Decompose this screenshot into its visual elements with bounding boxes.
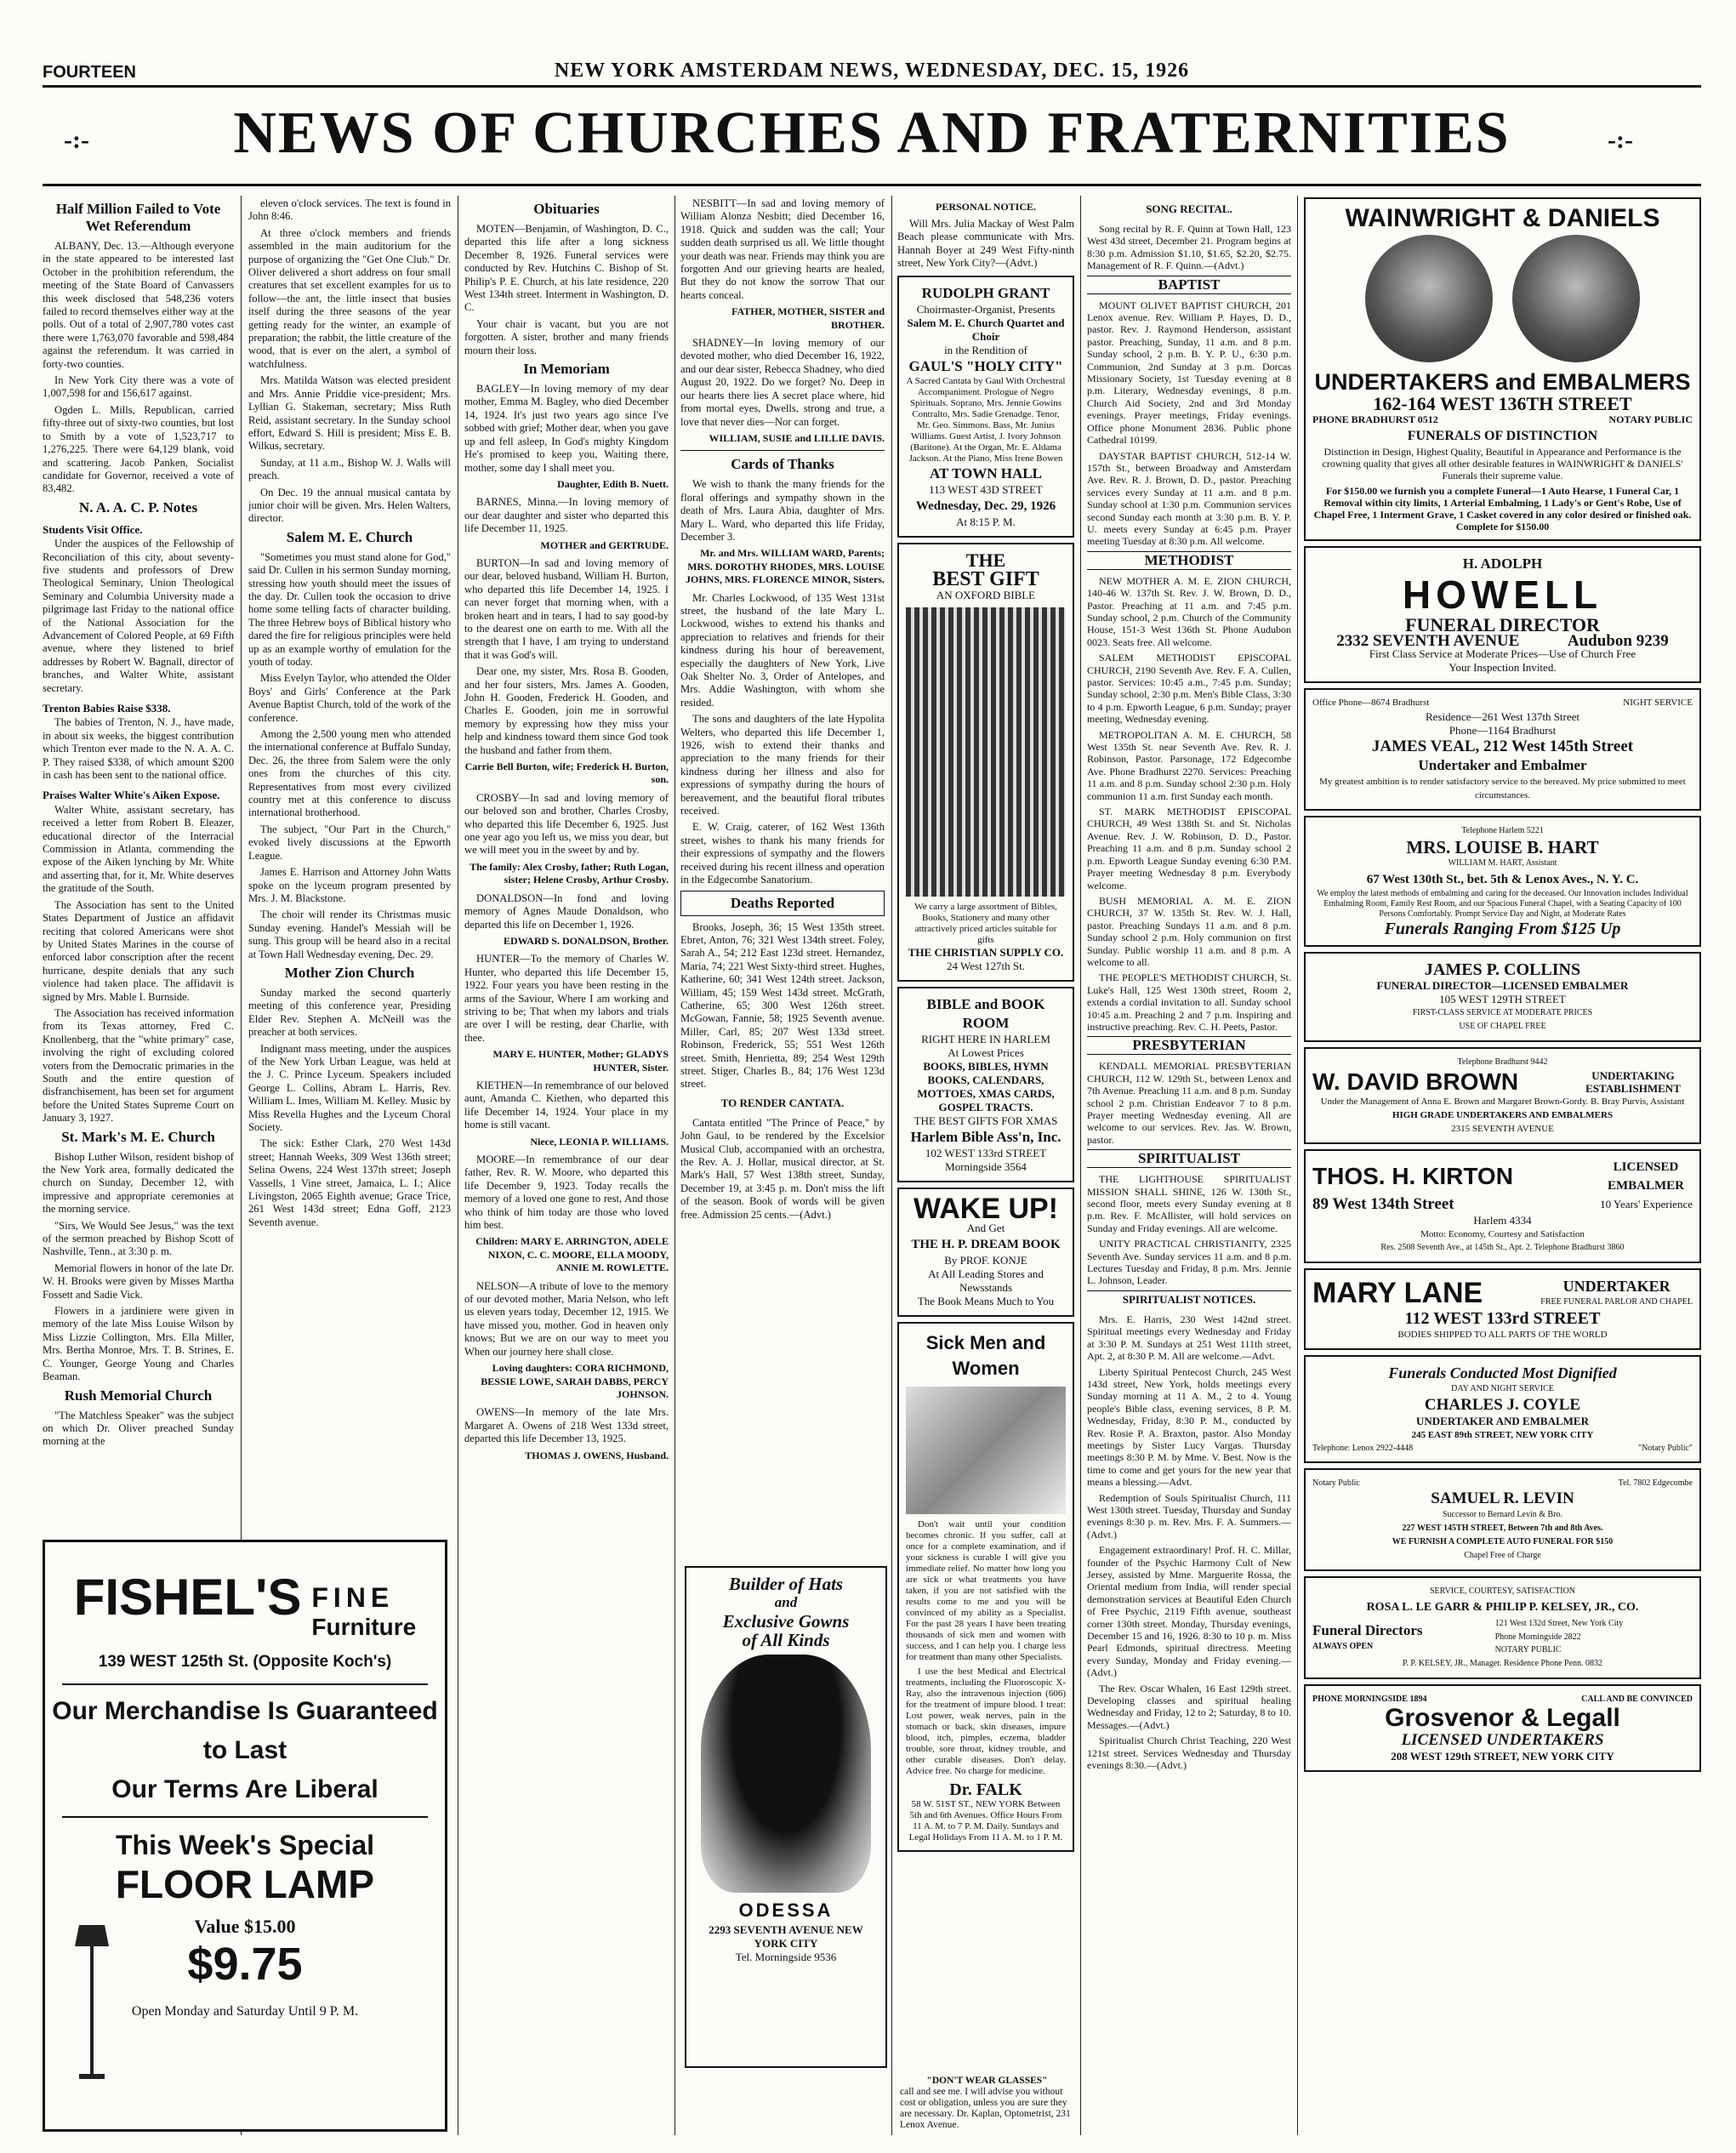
article-headline: Cards of Thanks xyxy=(680,450,885,473)
fishel-ad xyxy=(43,1540,447,2132)
room-line: BOOKS, BIBLES, HYMN BOOKS, CALENDARS, MOTTOES, XMAS CARDS, GOSPEL TRACTS. xyxy=(917,1059,1055,1114)
collins-line: USE OF CHAPEL FREE xyxy=(1459,1021,1546,1031)
article-text: The Association has received information from its Texas attorney, Fred C. Knollenberg, that the "white primary" case, involving the right of excluding colored voters from the Democratic primaries in the South and the entire question of disfranchisement, has been set for argument before the United States Supreme Court on January 3, 1927. xyxy=(43,1006,234,1125)
coyle-head: Funerals Conducted Most Dignified xyxy=(1388,1364,1617,1381)
fishel-hours: Open Monday and Saturday Until 9 P. M. xyxy=(131,2003,359,2019)
lane-line: BODIES SHIPPED TO ALL PARTS OF THE WORLD xyxy=(1397,1329,1608,1340)
title-rule xyxy=(43,184,1701,186)
lane-title: UNDERTAKER xyxy=(1562,1277,1671,1295)
church-listing: MOUNT OLIVET BAPTIST CHURCH, 201 Lenox avenue. Rev. William P. Hayes, D. D., pastor. Rev. J. Raymond Henderson, assistant pastor. Preaching, Sunday, 11 a.m. and 8 p.m. Sunday school, 2 p.m. B. Y. P. U., 6:30 p.m. Communion, 2nd Sunday at 3 p.m. Dorcas Missionary Society, 1st Tuesday evening at 8 p.m. Literary, Wednesday evenings, 8 p.m. Church Aid Society, 2nd and 3rd Monday evenings. Prayer meetings, Friday evenings. Office phone Monument 2836. Public phone Cathedral 10199. xyxy=(1087,299,1291,447)
bible-title: THE xyxy=(965,549,1006,571)
article-text: "The Matchless Speaker" was the subject on which Dr. Oliver preached Sunday morning at the xyxy=(43,1409,234,1448)
kirton-address: 89 West 134th Street xyxy=(1312,1194,1454,1213)
room-line: THE BEST GIFTS FOR XMAS xyxy=(914,1114,1058,1127)
signature: Mr. and Mrs. WILLIAM WARD, Parents; MRS. DOROTHY RHODES, MRS. LOUISE JOHNS, MRS. FLORENCE MINOR, Sisters. xyxy=(685,547,885,586)
bible-subtitle: AN OXFORD BIBLE xyxy=(936,588,1036,601)
church-listing: UNITY PRACTICAL CHRISTIANITY, 2325 Seventh Ave. Sunday services 11 a.m. and 8 p.m. Lectures Tuesday and Friday, 8 p.m. Mrs. Jennie L. Johnson, Leader. xyxy=(1087,1238,1291,1287)
page-number: FOURTEEN xyxy=(43,63,136,82)
wd-offer: For $150.00 we furnish you a complete Funeral—1 Auto Hearse, 1 Funeral Car, 1 Removal within city limits, 1 Arterial Embalming, 1 Lady's or Gent's Robe, Use of Chapel Free, 1 Interment Grave, 1 Casket covered in any color desired or finished oak. Complete for $150.00 xyxy=(1313,484,1692,533)
memoriam-text: SHADNEY—In loving memory of our devoted mother, who died December 16, 1922, and our dear sister, Rebecca Shadney, who died August 20, 1922. Do we forget? No. Deep in our hearts there lies A secret place where, hid from mortal eyes, Dwells, strong and true, a love that never dies—Nor can forget. xyxy=(680,337,885,428)
signature: FATHER, MOTHER, SISTER and BROTHER. xyxy=(731,305,885,331)
column-2 xyxy=(248,197,451,1533)
article-text: The babies of Trenton, N. J., have made, in about six weeks, the biggest contribution which Trenton ever made to the N. A. A. C. P. They raised $338, of which amount $200 in cash has been sent to the national office. xyxy=(43,716,234,782)
kirton-phone: Harlem 4334 xyxy=(1473,1213,1532,1227)
article-headline: Deaths Reported xyxy=(680,891,885,916)
levin-ad xyxy=(1304,1468,1701,1571)
falk-address: 58 W. 51ST ST., NEW YORK Between 5th and 6th Avenues. Office Hours From 11 A. M. to 7 P. M. Daily. Sundays and Legal Holidays From 11 A. M. to 1 P. M. xyxy=(908,1798,1063,1843)
wake-line: By PROF. KONJE xyxy=(944,1253,1027,1267)
grant-line: in the Rendition of xyxy=(944,343,1027,356)
veal-night: NIGHT SERVICE xyxy=(1623,698,1693,709)
floor-lamp-icon xyxy=(71,1917,113,2087)
article-text: "Sirs, We Would See Jesus," was the text of the sermon preached by Bishop Scott of Nashville, Tenn., at 3:30 p. m. xyxy=(43,1219,234,1258)
lane-address: 112 WEST 133rd STREET xyxy=(1404,1308,1601,1328)
odessa-phone: Tel. Morningside 9536 xyxy=(735,1951,837,1963)
veal-residence: Residence—261 West 137th Street xyxy=(1425,709,1580,723)
memoriam-text: CROSBY—In sad and loving memory of our beloved son and brother, Charles Crosby, who departed this life December 6, 1925. Just one year ago you left us, we miss you dear, but we will meet you in the sweet by and by. xyxy=(464,791,669,857)
garr-head: SERVICE, COURTESY, SATISFACTION xyxy=(1429,1586,1576,1597)
article-headline: Salem M. E. Church xyxy=(286,528,413,545)
signature: Carrie Bell Burton, wife; Frederick H. Burton, son. xyxy=(464,760,669,786)
article-headline: Rush Memorial Church xyxy=(64,1387,213,1404)
memoriam-text: BURTON—In sad and loving memory of our dear, beloved husband, William H. Burton, who departed this life December 14, 1925. I can never forget that morning when, with a broken heart and in tears, I had to say good-by to the dearest one on earth to me. With all the strength that I have, I am trying to understand that it was God's will. xyxy=(464,556,669,661)
bible-ad xyxy=(897,543,1074,982)
wake-title: WAKE UP! xyxy=(914,1192,1058,1225)
ornament-left: -:- xyxy=(64,126,89,154)
signature: MARY E. HUNTER, Mother; GLADYS HUNTER, Sister. xyxy=(492,1048,669,1074)
gros-name: Grosvenor & Legall xyxy=(1385,1704,1620,1733)
article-text: The choir will render its Christmas music Sunday evening. Handel's Messiah will be sung. This group will be heard also in a recital at Town Hall Wednesday evening, Dec. 29. xyxy=(248,908,451,960)
column-7 xyxy=(1304,197,1701,2137)
fishel-special: This Week's Special xyxy=(115,1829,375,1860)
glasses-text: call and see me. I will advise you without cost or obligation, unless you are sure they are necessary. Dr. Kaplan, Optometrist, 231 Lenox Avenue. xyxy=(900,2087,1071,2130)
recital-text: Song recital by R. F. Quinn at Town Hall, 123 West 43d street, December 21. Program begins at 8:30 p.m. Admission $1.10, $1.65, $2.20, $2.75. Management of R. F. Quinn.—(Advt.) xyxy=(1087,223,1291,272)
subhead: Students Visit Office. xyxy=(43,522,143,536)
article-text: James E. Harrison and Attorney John Watts spoke on the lyceum program presented by Mrs. J. M. Blackstone. xyxy=(248,866,451,904)
memoriam-text: NESBITT—In sad and loving memory of William Alonza Nesbitt; died December 16, 1918. Quick and sudden was the call; Your sudden death surprised us all. We little thought your death was near. Friends may think you are forgotten And our grieving hearts are healed, But they do not know the sorrow That our hearts conceal. xyxy=(680,197,885,301)
odessa-name: ODESSA xyxy=(738,1900,834,1921)
fishel-name: FISHEL'S xyxy=(73,1569,302,1626)
fishel-furniture: Furniture xyxy=(311,1613,417,1640)
article-text: In New York City there was a vote of 1,007,598 for and 156,617 against. xyxy=(43,374,234,400)
notice-listing: The Rev. Oscar Whalen, 16 East 129th street. Developing classes and spiritual healing Wednesday and Friday, 12 to 2; Saturday, 8 to 10. Messages.—(Advt.) xyxy=(1087,1682,1291,1731)
wd-text: Distinction in Design, Highest Quality, Beautiful in Appearance and Performance is the crowning quality that gives all other desirable features in WAINWRIGHT & DANIELS' Funerals their supreme value. xyxy=(1322,445,1683,481)
brown-phone: Telephone Bradhurst 9442 xyxy=(1457,1057,1548,1067)
fishel-fine: FINE xyxy=(311,1581,395,1613)
wainwright-daniels-ad xyxy=(1304,197,1701,541)
article-text: The sick: Esther Clark, 270 West 143d street; Hannah Weeks, 309 West 136th street; Selina Owens, 224 West 137th street; Joseph Vassells, 1 Vine street, Jamaica, L. I.; Alice Livingston, 2065 Eighth avenue; Grace Trice, 261 West 143d street; Edna Goff, 2123 Seventh avenue. xyxy=(248,1137,451,1228)
subhead: Trenton Babies Raise $338. xyxy=(43,702,171,715)
paper-dateline: NEW YORK AMSTERDAM NEWS, WEDNESDAY, DEC. 15, 1926 xyxy=(554,60,1190,82)
brown-ad xyxy=(1304,1047,1701,1144)
article-text: Flowers in a jardiniere were given in memory of the late Miss Louise Wilson by Miss Lizzie Collington, Mrs. Ella Miller, Mrs. Bertha Monroe, Mrs. T. B. Strines, E. C. Younger, George Young and Charles Beaman. xyxy=(43,1305,234,1383)
notice-listing: Liberty Spiritual Pentecost Church, 245 West 143d street, New York, holds meetings every Sunday morning at 11 A. M., 2 to 4. Young people's Bible class, evening services, 8 P. M. Wednesday, Friday, 8:30 P. M., conducted by Rev. Rosie P. A. Braxton, pastor. Also Monday meetings by Sister Lucy Vargas. Thursday meetings 8:30 P. M. by Mme. V. Best. Now is the time to come and get yours for the new year that means a blessing.—Advt. xyxy=(1087,1365,1291,1489)
column-3 xyxy=(464,197,669,2128)
bible-company: THE CHRISTIAN SUPPLY CO. xyxy=(908,945,1064,959)
room-title: BIBLE and BOOK ROOM xyxy=(926,995,1045,1031)
coyle-title: UNDERTAKER AND EMBALMER xyxy=(1416,1414,1589,1427)
article-text: Bishop Luther Wilson, resident bishop of the New York area, formally dedicated the church on Sunday, December 12, with impressive and appropriate ceremonies at the morning service. xyxy=(43,1150,234,1216)
brown-name: W. DAVID BROWN xyxy=(1312,1068,1519,1095)
hart-assistant: WILLIAM M. HART, Assistant xyxy=(1448,857,1557,868)
book-room-ad xyxy=(897,987,1074,1182)
garr-address: 121 West 132d Street, New York City xyxy=(1494,1619,1624,1629)
collins-name: JAMES P. COLLINS xyxy=(1424,960,1581,979)
bible-address: 24 West 127th St. xyxy=(947,959,1025,972)
thanks-text: E. W. Craig, caterer, of 162 West 136th street, wishes to thank his many friends for their expressions of sympathy and the flowers received during his recent illness and operation in the Edgecombe Sanatorium. xyxy=(680,821,885,886)
church-listing: KENDALL MEMORIAL PRESBYTERIAN CHURCH, 112 W. 129th St., between Lenox and 7th Avenue. Preaching 11 a.m. and 8 p.m. Sunday school 2 p.m. Christian Endeavor 7 to 8 p.m. Prayer meeting Wednesday evening. All are welcome to our services. Rev. Jas. W. Brown, pastor. xyxy=(1087,1060,1291,1146)
ornament-right: -:- xyxy=(1608,126,1633,154)
top-rule xyxy=(43,85,1701,88)
coyle-ad xyxy=(1304,1355,1701,1463)
article-text: Under the auspices of the Fellowship of Reconciliation of this city, about seventy-five students and professors of Drew Theological Seminary, Union Theological Seminary and Columbia University made a pilgrimage last Friday to the national office of the National Association for the Advancement of Colored People, at 69 Fifth avenue, where they listened to brief addresses by Robert W. Bagnall, director of branches, and Walter White, assistant secretary. xyxy=(43,538,234,694)
article-text: Memorial flowers in honor of the late Dr. W. H. Brooks were given by Misses Martha Fossett and Sadie Vick. xyxy=(43,1262,234,1301)
memoriam-text: OWENS—In memory of the late Mrs. Margaret A. Owens of 218 West 133d street, departed this life December 13, 1925. xyxy=(464,1406,669,1445)
section-head-notices: SPIRITUALIST NOTICES. xyxy=(1087,1290,1291,1308)
glasses-headline: "DON'T WEAR GLASSES" xyxy=(926,2076,1048,2086)
fishel-address: 139 WEST 125th St. (Opposite Koch's) xyxy=(98,1652,392,1671)
levin-address: 227 WEST 145TH STREET, Between 7th and 8th Aves. xyxy=(1402,1524,1603,1534)
memoriam-text: DONALDSON—In fond and loving memory of Agnes Maude Donaldson, who departed this life on December 1, 1926. xyxy=(464,891,669,931)
grant-name: RUDOLPH GRANT xyxy=(921,284,1050,301)
thanks-text: We wish to thank the many friends for the floral offerings and sympathy shown in the death of Mrs. Laura Abia, daughter of Mrs. Mary L. Ward, who departed this life Friday, December 3. xyxy=(680,478,885,543)
coyle-name: CHARLES J. COYLE xyxy=(1424,1395,1581,1414)
memoriam-text: Dear one, my sister, Mrs. Rosa B. Gooden, and her four sisters, Mrs. James A. Gooden, John H. Gooden, Frederick H. Gooden, and Charles E. Gooden, join me in sorrowful memory by expressing how they miss your help and kindness toward them since God took the husband and father from them. xyxy=(464,665,669,756)
levin-line: WE FURNISH A COMPLETE AUTO FUNERAL FOR $150 xyxy=(1392,1537,1614,1547)
signature: THOMAS J. OWENS, Husband. xyxy=(525,1449,669,1461)
memoriam-text: BARNES, Minna.—In loving memory of our dear daughter and sister who departed this life December 11, 1925. xyxy=(464,496,669,535)
church-listing: METROPOLITAN A. M. E. CHURCH, 58 West 135th St. near Seventh Ave. Rev. R. J. Robinson, Pastor. Parsonage, 172 Edgecombe Ave. Phone Bradhurst 2270. Services: Preaching 11 a.m. and 8 p.m. Sunday school 2:30 p.m. Holy communion 11 a.m. first Sunday each month. xyxy=(1087,728,1291,802)
lane-sub: FREE FUNERAL PARLOR AND CHAPEL xyxy=(1540,1296,1693,1307)
church-listing: THE LIGHTHOUSE SPIRITUALIST MISSION SHALL SHINE, 126 W. 130th St., second floor, meets every Sunday evening at 8 p.m. Rev. F. McAllister, will hold services on Sunday and Friday evenings. All are welcome. xyxy=(1087,1173,1291,1234)
column-6 xyxy=(1087,197,1291,2128)
column-1 xyxy=(43,197,234,1533)
article-text: "Sometimes you must stand alone for God," said Dr. Cullen in his sermon Sunday morning, stressing how youth should meet the issues of the day. Dr. Cullen took the occasion to drive home some telling facts of character building. The three Hebrew boys of Biblical history who dared the fire for religious principles were held up as an example worthy of emulation for the youth of today. xyxy=(248,550,451,668)
article-text: The Association has sent to the United States Department of Justice an affidavit reciting that colored Americans were shot by United States Marines in the course of enforced labor conscription after the recent hurricane, despite denials that any such violence had taken place. The affidavit is signed by Mrs. Mable I. Burnside. xyxy=(43,898,234,1003)
doctor-illustration xyxy=(906,1387,1066,1514)
garr-phone: Phone Morningside 2822 xyxy=(1494,1632,1581,1642)
brown-address: 2315 SEVENTH AVENUE xyxy=(1451,1123,1554,1134)
obituary-text: MOTEN—Benjamin, of Washington, D. C., departed this life after a long sickness December 8, 1926. Funeral services were conducted by Rev. Hutchins C. Bishop of St. Philip's P. E. Church, at his late residence, 220 West 134th street. Interment in Washington, D. C. xyxy=(464,223,669,314)
notice-text: Will Mrs. Julia Mackay of West Palm Beach please communicate with Mrs. Hannah Boyer at 249 West Fifty-ninth street, New York City?—(Advt.) xyxy=(897,218,1074,270)
deaths-list: Brooks, Joseph, 36; 15 West 135th street. Ebret, Anton, 76; 321 West 134th street. Foley, Sarah A., 54; 212 East 123d street. Hernandez, Maria, 74; 221 West Sixty-third street. Hughes, Katherine, 60; 341 West 124th street. Jackson, William, 45; 159 West 143d street. McGrath, Catherine, 65; 300 West 126th street. McGowan, Fannie, 58; 1925 Seventh avenue. Miller, Carl, 85; 207 West 133d street. Robinson, Frederick, 55; 551 West 126th street. Smith, Henrietta, 89; 254 West 129th street. Stiger, Charles B., 84; 176 West 123d street. xyxy=(680,920,885,1091)
column-rule xyxy=(1297,196,1298,2135)
howell-line: First Class Service at Moderate Prices—Use of Church Free xyxy=(1369,647,1636,661)
howell-address: 2332 SEVENTH AVENUE xyxy=(1336,631,1520,650)
section-head-presbyterian: PRESBYTERIAN xyxy=(1087,1036,1291,1055)
brown-title: UNDERTAKING ESTABLISHMENT xyxy=(1585,1068,1681,1095)
howell-line: Your Inspection Invited. xyxy=(1449,661,1557,675)
kirton-motto: Motto: Economy, Courtesy and Satisfaction xyxy=(1420,1228,1585,1239)
bible-display-image xyxy=(906,607,1066,897)
fishel-value: Value $15.00 xyxy=(194,1915,296,1937)
falk-ad xyxy=(897,1322,1074,1852)
church-listing: NEW MOTHER A. M. E. ZION CHURCH, 140-46 W. 137th St. Rev. J. W. Brown, D. D., Pastor. Preaching at 11 a.m. and 7:45 p.m. Sunday school, 2 p.m. Church of the Community House, 151-3 West 136th St. Phone Audubon 0023. Seats free. All welcome. xyxy=(1087,574,1291,648)
garr-manager: P. P. KELSEY, JR., Manager. Residence Phone Penn. 0832 xyxy=(1402,1658,1603,1668)
thanks-text: Mr. Charles Lockwood, of 135 West 131st street, the husband of the late Mary L. Lockwood, wishes to extend his thanks and appreciation to relatives and friends for their kindness during his hour of bereavement, especially the daughters of New York, Live Oak Shelter No. 3, Order of Antelopes, and Mrs. Addie Washington, with whom she resided. xyxy=(680,591,885,709)
subhead: Praises Walter White's Aiken Expose. xyxy=(43,789,220,802)
room-address: 102 WEST 133rd STREET xyxy=(925,1146,1047,1159)
grant-date: Wednesday, Dec. 29, 1926 xyxy=(915,498,1056,513)
notice-listing: Redemption of Souls Spiritualist Church, 111 West 130th street. Tuesday, Thursday and Sunday evenings 8:30 p. m. Rev. Mrs. F. A. Summers.—(Advt.) xyxy=(1087,1491,1291,1541)
article-text: eleven o'clock services. The text is found in John 8:46. xyxy=(248,197,451,223)
falk-name: Dr. FALK xyxy=(949,1780,1022,1799)
church-listing: BUSH MEMORIAL A. M. E. ZION CHURCH, 37 W. 135th St. Rev. W. J. Hall, pastor. Preaching Sundays 11 a.m. and 8 p.m. Sunday school 2 p.m. Holy communion on first Sunday. Public worship 11 a.m. and 8 p.m. A welcome to all. xyxy=(1087,894,1291,968)
collins-title: FUNERAL DIRECTOR—LICENSED EMBALMER xyxy=(1376,978,1629,992)
article-headline: In Memoriam xyxy=(523,361,610,378)
signature: Niece, LEONIA P. WILLIAMS. xyxy=(530,1135,669,1148)
article-headline: Half Million Failed to Vote Wet Referendum xyxy=(55,201,221,234)
article-text: The subject, "Our Part in the Church," evoked lively discussions at the Epworth League. xyxy=(248,823,451,862)
grant-line: Choirmaster-Organist, Presents xyxy=(916,302,1056,316)
levin-sub: Successor to Bernard Levin & Bro. xyxy=(1442,1510,1563,1520)
howell-title: FUNERAL DIRECTOR xyxy=(1405,613,1600,635)
brown-line: HIGH GRADE UNDERTAKERS AND EMBALMERS xyxy=(1392,1109,1614,1120)
article-text: Ogden L. Mills, Republican, carried fifty-three out of sixty-two counties, but lost to Smith by a vote of 1,523,717 to 1,276,225. There were 64,129 blank, void and scattering. Jacob Panken, Socialist candidate for Governor, received a vote of 83,482. xyxy=(43,403,234,495)
grant-line: Salem M. E. Church Quartet and Choir xyxy=(907,316,1065,343)
bible-title: BEST GIFT xyxy=(932,567,1039,590)
levin-line: Chapel Free of Charge xyxy=(1464,1551,1541,1561)
wake-line: The Book Means Much to You xyxy=(917,1294,1055,1307)
article-headline: N. A. A. C. P. Notes xyxy=(78,498,198,515)
odessa-address: 2293 SEVENTH AVENUE NEW YORK CITY xyxy=(709,1923,863,1950)
bible-text: We carry a large assortment of Bibles, Books, Stationery and many other attractively priced articles suitable for gifts xyxy=(914,901,1057,945)
memoriam-text: KIETHEN—In remembrance of our beloved aunt, Amanda C. Kiethen, who departed this life December 14, 1924. Your place in my home is still vacant. xyxy=(464,1079,669,1131)
wake-line: At All Leading Stores and Newsstands xyxy=(928,1267,1044,1294)
howell-top: H. ADOLPH xyxy=(1462,555,1543,572)
column-rule xyxy=(1080,196,1081,2135)
veal-name: JAMES VEAL, 212 West 145th Street xyxy=(1371,737,1634,755)
grant-address: 113 WEST 43D STREET xyxy=(929,482,1043,496)
kirton-experience: 10 Years' Experience xyxy=(1600,1197,1693,1210)
veal-phone: Phone—1164 Bradhurst xyxy=(1449,723,1557,737)
sick-text: Don't wait until your condition becomes chronic. If you suffer, call at once for a complete examination, and if your sickness is curable I will give you immediate relief. No matter how long you are sick or what treatments you have taken, if you are not satisfied with the results come to me and you will be convinced of my ability as a Specialist. For the past 28 years I have been treating thousands of sick men and women with success, and I can help you. I charge less for treatment than many other Specialists. xyxy=(906,1518,1066,1662)
levin-notary: Notary Public xyxy=(1312,1478,1360,1489)
kirton-title: LICENSED EMBALMER xyxy=(1608,1159,1684,1193)
hats-line: and xyxy=(774,1594,798,1610)
howell-phone: Audubon 9239 xyxy=(1567,631,1669,650)
article-text: ALBANY, Dec. 13.—Although everyone in the state appeared to be interested last October in the prohibition referendum, the meeting of the State Board of Canvassers this week disclosed that 548,236 voters failed to record themselves either way at the polls. Out of a total of 2,907,780 votes cast there were 1,763,070 favorable and 598,484 against the referendum. It was carried in forty-two counties. xyxy=(43,240,234,370)
kirton-residence: Res. 2508 Seventh Ave., at 145th St., Apt. 2. Telephone Bradhurst 3860 xyxy=(1380,1242,1625,1252)
portrait-photo xyxy=(1512,235,1640,362)
fishel-line: Our Merchandise Is Guaranteed xyxy=(52,1696,438,1725)
collins-address: 105 WEST 129TH STREET xyxy=(1439,992,1566,1005)
levin-name: SAMUEL R. LEVIN xyxy=(1431,1489,1574,1508)
article-text: At three o'clock members and friends assembled in the main auditorium for the purpose of organizing the "Get One Club." Dr. Oliver delivered a short address on four small creatures that set excellent examples for us to follow—the ant, the little insect that busies itself during the three seasons of the year getting ready for the winter, an example of preparation; the rabbit, the little creature of the wood, that is ever on the alert, a symbol of watchfulness. xyxy=(248,226,451,370)
article-text: On Dec. 19 the annual musical cantata by junior choir will be given. Mrs. Helen Walters, director. xyxy=(248,486,451,525)
hart-phone: Telephone Harlem 5221 xyxy=(1461,825,1544,835)
room-phone: Morningside 3564 xyxy=(945,1159,1027,1173)
collins-ad xyxy=(1304,952,1701,1042)
column-5 xyxy=(897,197,1074,2128)
signature: EDWARD S. DONALDSON, Brother. xyxy=(503,934,669,947)
church-listing: ST. MARK METHODIST EPISCOPAL CHURCH, 49 West 138th St. and St. Nicholas Avenue. Rev. J. W. Robinson, D. D., Pastor. Preaching 11 a.m. and 8 p.m. Sunday school 2 p.m. Epworth League Sunday evening 6:30 P.M. Prayer meeting Wednesday 8 p.m. Everybody welcome. xyxy=(1087,806,1291,891)
memoriam-text: BAGLEY—In loving memory of my dear mother, Emma M. Bagley, who died December 14, 1924. It's just two years ago since I've sobbed with grief; Mother dear, when you gave up and fell asleep, In God's mighty Kingdom He's promised to keep you, Waiting there, mother, some day I shall meet you. xyxy=(464,383,669,474)
hats-line: Exclusive Gowns xyxy=(722,1611,850,1632)
memoriam-text: NELSON—A tribute of love to the memory of our devoted mother, Maria Nelson, who left us eleven years today, December 12, 1915. We have missed you, mother. God in heaven only knows; But we are on our way to meet you When our journey here shall close. xyxy=(464,1279,669,1358)
garr-open: ALWAYS OPEN xyxy=(1312,1641,1374,1651)
obituary-text: Your chair is vacant, but you are not forgotten. A sister, brother and many friends mourn their loss. xyxy=(464,317,669,356)
church-listing: SALEM METHODIST EPISCOPAL CHURCH, 2190 Seventh Ave. Rev. F. A. Cullen, pastor. Services: 10:45 a.m., 7:45 p.m. Sunday; Sunday school, 2:30 p.m. Men's Bible Class, 3:30 to 4 p.m. Epworth League, 6 p.m. Sunday; prayer meeting, Wednesday evening. xyxy=(1087,652,1291,726)
memoriam-text: HUNTER—To the memory of Charles W. Hunter, who departed this life December 15, 1922. Four years you have been resting in the arms of the Saviour, Where I am working and striving to be; That when my labors and trials are over I will be resting, dear Charlie, with thee. xyxy=(464,953,669,1044)
hart-text: We employ the latest methods of embalming and caring for the deceased. Our Innovation includes Individual Embalming Room, Family Rest Room, and our Spacious Funeral Chapel, with a Seating Capacity of 100 Persons Comfortably. Prompt Service Day and Night, at Moderate Rates xyxy=(1317,888,1688,919)
grant-ad xyxy=(897,276,1074,538)
coyle-notary: "Notary Public" xyxy=(1638,1443,1693,1453)
legarr-kelsey-ad xyxy=(1304,1576,1701,1678)
veal-ad xyxy=(1304,688,1701,810)
column-rule xyxy=(891,196,892,2135)
fishel-line: Our Terms Are Liberal xyxy=(111,1774,379,1803)
fishel-line: to Last xyxy=(202,1735,287,1764)
portrait-photo xyxy=(1365,235,1493,362)
thanks-text: The sons and daughters of the late Hypolita Welters, who departed this life December 1, 1926, wish to extend their thanks and appreciation to the many friends for their kindness during her illness and also for expressions of sympathy during the hours of bereavement, and the beautiful floral tributes received. xyxy=(680,713,885,817)
column-rule xyxy=(674,196,675,2135)
wd-address: 162-164 WEST 136TH STREET xyxy=(1373,393,1632,415)
recital-headline: SONG RECITAL. xyxy=(1146,202,1232,215)
signature: Daughter, Edith B. Nuett. xyxy=(557,477,669,490)
room-line: RIGHT HERE IN HARLEM xyxy=(921,1032,1050,1045)
article-text: Among the 2,500 young men who attended the international conference at Buffalo Sunday, Dec. 26, the three from Salem were the only ones from the churches of this city. Representatives from most every civilized country met at this conference to discuss international brotherhood. xyxy=(248,728,451,819)
fishel-price: $9.75 xyxy=(187,1938,303,1990)
wd-name: WAINWRIGHT & DANIELS xyxy=(1345,204,1660,232)
wd-notary: NOTARY PUBLIC xyxy=(1608,413,1693,426)
article-text: Sunday marked the second quarterly meeting of this conference year, Presiding Elder Rev. Stephen A. McNeill was the preacher at both services. xyxy=(248,986,451,1039)
hart-name: MRS. LOUISE B. HART xyxy=(1406,836,1599,857)
mary-lane-ad xyxy=(1304,1268,1701,1350)
memoriam-text: MOORE—In remembrance of our dear father, Rev. R. W. Moore, who departed this life December 9, 1923. Today recalls the memory of a loved one gone to rest, And those who think of him today are those who loved him best. xyxy=(464,1153,669,1232)
kirton-name: THOS. H. KIRTON xyxy=(1312,1162,1513,1189)
notice-listing: Engagement extraordinary! Prof. H. C. Millar, founder of the Psychic Harmony Cult of New Jersey, assisted by Mme. Marguerite Rossa, the Oriental medium from India, will render special demonstration services at Beautiful Eden Church of Free Psychic, 2119 Fifth avenue, southeast corner 130th street. Monday, Thursday evenings, December 15 and 16, 1926. 8:30 to 10 p. m. Miss Pearl Edmonds, spiritual directress. Meeting every Sunday, Monday and Friday evening.—(Advt.) xyxy=(1087,1544,1291,1679)
article-text: Indignant mass meeting, under the auspices of the New York Urban League, was held at the J. C. Prince Lyceum. Speakers included George L. Collins, Abram L. Harris, Rev. William L. Imes, William M. Kelley. Music by Miss Revella Hughes and the Lyceum Choral Society. xyxy=(248,1042,451,1133)
grant-title: GAUL'S "HOLY CITY" xyxy=(908,357,1063,374)
article-headline: TO RENDER CANTATA. xyxy=(720,1096,845,1109)
article-text: Cantata entitled "The Prince of Peace," by John Gaul, to be rendered by the Excelsior Musical Club, accompanied with an orchestra, the Rev. A. J. Hollar, musical director, at St. Mark's Hall, 57 West 138th street, Sunday, December 19, at 3:45 p. m. Don't miss the lift of the season. Book of words will be given free. Admission 25 cents.—(Advt.) xyxy=(680,1116,885,1221)
article-text: Mrs. Matilda Watson was elected president and Mrs. Annie Priddie vice-president; Mrs. Lyllian G. Stakeman, secretary; Miss Ruth Reid, assistant secretary. In the Sunday school effort, Edward S. Hill is president; Miss E. B. Wilkus, secretary. xyxy=(248,374,451,453)
grant-time: At 8:15 P. M. xyxy=(956,515,1016,528)
masthead xyxy=(43,34,1701,82)
kirton-ad xyxy=(1304,1149,1701,1263)
grant-place: AT TOWN HALL xyxy=(930,464,1042,481)
signature: Children: MARY E. ARRINGTON, ADELE NIXON, C. C. MOORE, ELLA MOODY, ANNIE M. ROWLETTE. xyxy=(475,1235,669,1274)
signature: MOTHER and GERTRUDE. xyxy=(540,538,669,551)
collins-line: FIRST-CLASS SERVICE AT MODERATE PRICES xyxy=(1412,1007,1593,1017)
hart-ad xyxy=(1304,816,1701,947)
notice-listing: Mrs. E. Harris, 230 West 142nd street. Spiritual meetings every Wednesday and Friday at 3:30 P. M. Sundays at 251 West 111th street, Apt. 2, at 8:30 P. M. All are welcome.—Advt. xyxy=(1087,1313,1291,1363)
section-title: NEWS OF CHURCHES AND FRATERNITIES xyxy=(233,100,1511,166)
section-head-spiritualist: SPIRITUALIST xyxy=(1087,1149,1291,1168)
garr-title: Funeral Directors xyxy=(1312,1621,1423,1638)
wd-title: UNDERTAKERS and EMBALMERS xyxy=(1314,369,1691,396)
gros-phone: PHONE MORNINGSIDE 1894 xyxy=(1312,1694,1427,1704)
sick-title: Sick Men and Women xyxy=(925,1331,1046,1379)
veal-title: Undertaker and Embalmer xyxy=(1418,756,1587,773)
woman-with-hat-image xyxy=(701,1655,871,1893)
hats-line: Builder of Hats xyxy=(728,1574,844,1594)
wd-head: FUNERALS OF DISTINCTION xyxy=(1407,428,1598,443)
garr-name: ROSA L. LE GARR & PHILIP P. KELSEY, JR., CO. xyxy=(1366,1601,1639,1615)
lane-name: MARY LANE xyxy=(1312,1276,1483,1309)
wake-line: THE H. P. DREAM BOOK xyxy=(911,1237,1061,1251)
veal-office-phone: Office Phone—8674 Bradhurst xyxy=(1312,698,1430,709)
church-listing: THE PEOPLE'S METHODIST CHURCH, St. Luke's Hall, 125 West 130th street, Room 2, extends a cordial invitation to all. Sunday school 10:45 a.m. Preaching 2 and 7 p.m. Inspiring and instructive preaching. Rev. C. H. Peets, Pastor. xyxy=(1087,971,1291,1033)
brown-text: Under the Management of Anna E. Brown and Margaret Brown-Gordy. B. Bray Purvis, Assistant xyxy=(1320,1096,1685,1107)
notice-listing: Spiritualist Church Christ Teaching, 220 West 121st street. Services Wednesday and Thursday evenings 8:30.—(Advt.) xyxy=(1087,1734,1291,1772)
article-headline: St. Mark's M. E. Church xyxy=(61,1128,215,1145)
coyle-address: 245 EAST 89th STREET, NEW YORK CITY xyxy=(1411,1429,1594,1440)
notice-headline: PERSONAL NOTICE. xyxy=(935,201,1037,213)
coyle-sub: DAY AND NIGHT SERVICE xyxy=(1451,1383,1554,1393)
wd-phone: PHONE BRADHURST 0512 xyxy=(1312,413,1438,426)
hats-line: of All Kinds xyxy=(742,1630,830,1650)
signature: The family: Alex Crosby, father; Ruth Logan, sister; Helene Crosby, Arthur Crosby. xyxy=(470,860,669,886)
signature: WILLIAM, SUSIE and LILLIE DAVIS. xyxy=(709,431,885,444)
veal-text: My greatest ambition is to render satisfactory service to the bereaved. My price submitted to meet circumstances. xyxy=(1319,776,1686,800)
room-line: At Lowest Prices xyxy=(948,1045,1024,1059)
gros-title: LICENSED UNDERTAKERS xyxy=(1401,1731,1604,1750)
fishel-item: FLOOR LAMP xyxy=(115,1861,375,1906)
grant-details: A Sacred Cantata by Gaul With Orchestral Accompaniment. Prologue of Negro Spirituals. Soprano, Mrs. Jennie Gowins Contralto, Mrs. Sadie Grenadge. Tenor, Mr. Geo. Simmons. Bass, Mr. Junius Williams. Guest Artist, J. Ivory Johnson (Baritone). At the Organ, Mr. E. Aldama Jackson. At the Piano, Miss Irene Bowen xyxy=(906,375,1066,464)
glasses-notice xyxy=(900,2076,1074,2131)
section-head-baptist: BAPTIST xyxy=(1087,276,1291,294)
hart-range: Funerals Ranging From $125 Up xyxy=(1384,919,1621,938)
gros-call: CALL AND BE CONVINCED xyxy=(1581,1694,1693,1704)
coyle-phone: Telephone: Lenox 2922-4448 xyxy=(1312,1443,1414,1453)
wake-line: And Get xyxy=(966,1221,1005,1234)
hart-address: 67 West 130th St., bet. 5th & Lenox Aves., N. Y. C. xyxy=(1366,872,1639,886)
levin-phone: Tel. 7802 Edgecombe xyxy=(1618,1478,1693,1489)
sick-text: I use the best Medical and Electrical treatments, including the Fluoroscopic X-Ray, also the intravenous injection (606) for the treatment of impure blood. I treat: Lost power, weak nerves, pain in the stomach or back, skin diseases, impure blood, itch, pimples, eczema, bladder trouble, sore throat, kidney trouble, and other curable diseases. Don't delay. Advice free. No charge for medicine. xyxy=(906,1666,1066,1776)
howell-name: HOWELL xyxy=(1402,572,1603,617)
section-head-methodist: METHODIST xyxy=(1087,551,1291,570)
article-text: Sunday, at 11 a.m., Bishop W. J. Walls will preach. xyxy=(248,456,451,482)
church-listing: DAYSTAR BAPTIST CHURCH, 512-14 W. 157th St., between Broadway and Amsterdam Ave. Rev. R. J. Brown, D. D., pastor. Preaching services every Sunday at 11 a.m. and 8 p.m. Sunday school at 1:30 p.m. Communion services second Sunday each month at 3:30 p.m. B. Y. P. U. meets every Sunday at 6:45 p.m. Prayer meeting Tuesday at 8:30 p.m. All welcome. xyxy=(1087,449,1291,548)
article-text: Walter White, assistant secretary, has received a letter from Robert B. Eleazer, educational director of the Interracial Commission in Atlanta, commending the expose of the Aiken lynching by Mr. White and asserting that, for it, Mr. White deserves the gratitude of the South. xyxy=(43,803,234,895)
room-company: Harlem Bible Ass'n, Inc. xyxy=(910,1128,1062,1145)
article-headline: Obituaries xyxy=(533,201,600,217)
signature: Loving daughters: CORA RICHMOND, BESSIE LOWE, SARAH DABBS, PERCY JOHNSON. xyxy=(481,1362,669,1400)
grosvenor-legall-ad xyxy=(1304,1684,1701,1772)
dream-book-ad xyxy=(897,1188,1074,1317)
howell-ad xyxy=(1304,546,1701,683)
odessa-ad xyxy=(685,1566,887,2068)
article-headline: Mother Zion Church xyxy=(284,964,415,981)
article-text: Miss Evelyn Taylor, who attended the Older Boys' and Girls' Conference at the Park Avenue Baptist Church, told of the work of the conference. xyxy=(248,672,451,724)
gros-address: 208 WEST 129th STREET, NEW YORK CITY xyxy=(1391,1750,1614,1763)
garr-notary: NOTARY PUBLIC xyxy=(1494,1645,1562,1655)
